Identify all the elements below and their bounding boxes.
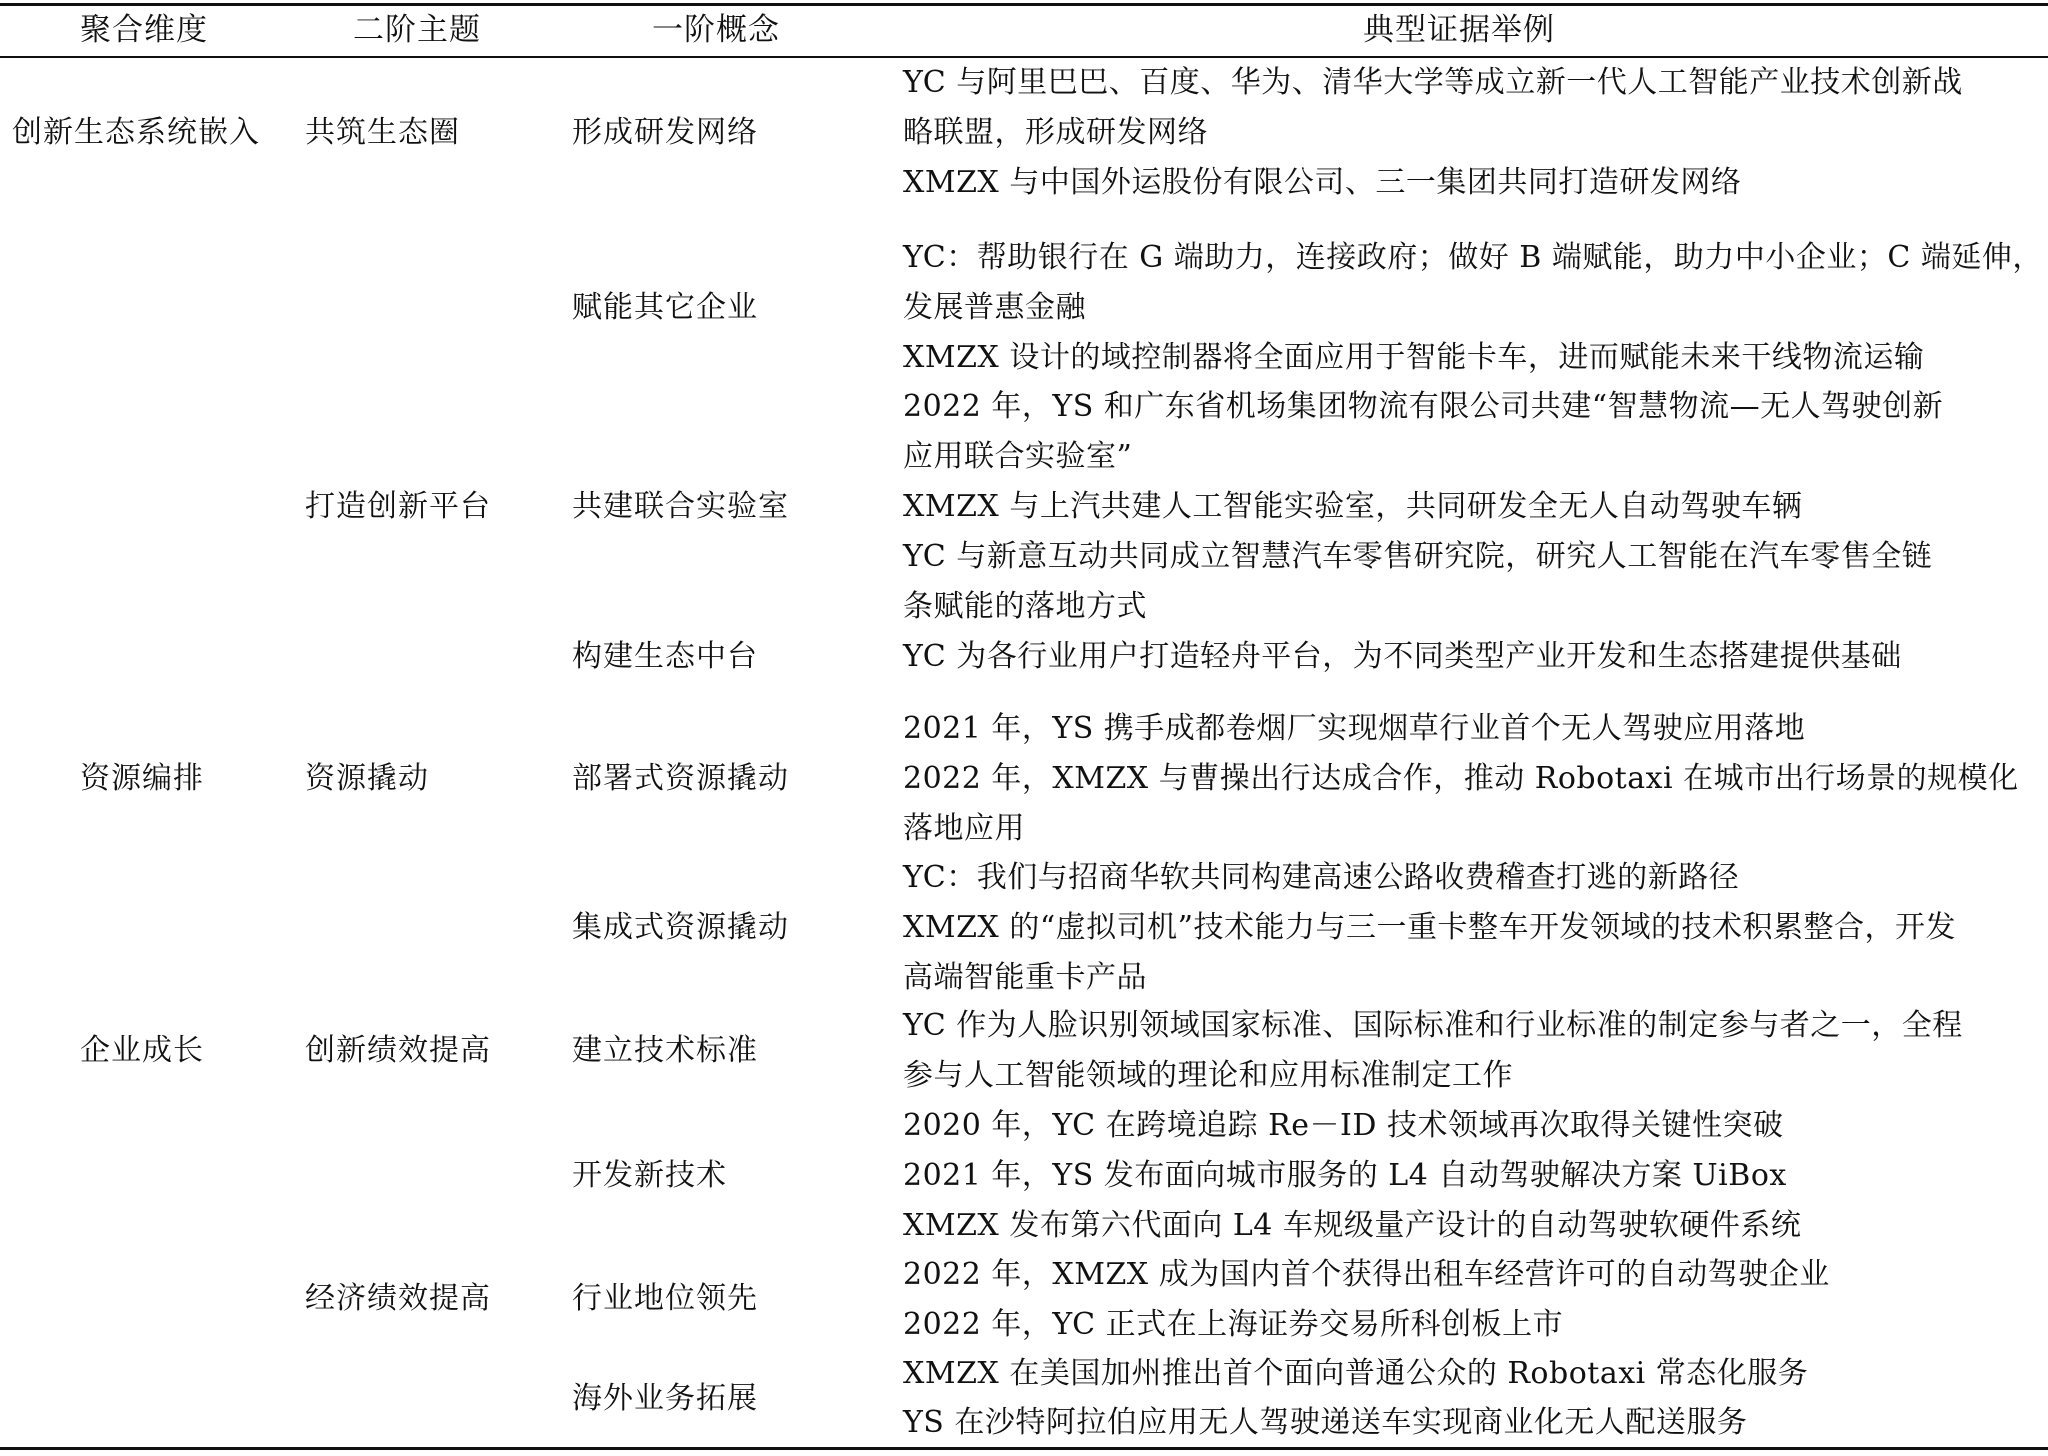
evidence-line: 2022 年，YC 正式在上海证券交易所科创板上市 bbox=[903, 1307, 1564, 1342]
concept-cell: 集成式资源撬动 bbox=[572, 910, 789, 945]
evidence-line: YC 为各行业用户打造轻舟平台，为不同类型产业开发和生态搭建提供基础 bbox=[903, 639, 1902, 674]
evidence-line: XMZX 发布第六代面向 L4 车规级量产设计的自动驾驶软硬件系统 bbox=[903, 1208, 1802, 1243]
evidence-line: 2022 年，XMZX 成为国内首个获得出租车经营许可的自动驾驶企业 bbox=[903, 1257, 1830, 1292]
dimension-cell: 创新生态系统嵌入 bbox=[12, 115, 260, 150]
evidence-line: YS 在沙特阿拉伯应用无人驾驶递送车实现商业化无人配送服务 bbox=[903, 1405, 1748, 1440]
evidence-line: 条赋能的落地方式 bbox=[903, 589, 1147, 624]
concept-cell: 形成研发网络 bbox=[572, 115, 758, 150]
evidence-line: YC 作为人脸识别领域国家标准、国际标准和行业标准的制定参与者之一，全程 bbox=[903, 1008, 1963, 1043]
concept-cell: 海外业务拓展 bbox=[572, 1381, 758, 1416]
theme-cell: 打造创新平台 bbox=[305, 489, 491, 524]
evidence-line: XMZX 在美国加州推出首个面向普通公众的 Robotaxi 常态化服务 bbox=[903, 1356, 1809, 1391]
evidence-line: YC：帮助银行在 G 端助力，连接政府；做好 B 端赋能，助力中小企业；C 端延伸， bbox=[903, 240, 2043, 275]
header-concept: 一阶概念 bbox=[652, 12, 780, 48]
concept-cell: 开发新技术 bbox=[572, 1158, 727, 1193]
header-evidence: 典型证据举例 bbox=[1363, 12, 1555, 48]
theme-cell: 经济绩效提高 bbox=[305, 1281, 491, 1316]
concept-cell: 建立技术标准 bbox=[572, 1033, 758, 1068]
evidence-line: XMZX 的“虚拟司机”技术能力与三一重卡整车开发领域的技术积累整合，开发 bbox=[903, 910, 1956, 945]
dimension-cell: 资源编排 bbox=[80, 761, 204, 796]
concept-cell: 行业地位领先 bbox=[572, 1281, 758, 1316]
evidence-line: 2022 年，YS 和广东省机场集团物流有限公司共建“智慧物流—无人驾驶创新 bbox=[903, 389, 1944, 424]
concept-cell: 构建生态中台 bbox=[572, 639, 758, 674]
evidence-line: 略联盟，形成研发网络 bbox=[903, 115, 1208, 150]
evidence-line: 应用联合实验室” bbox=[903, 439, 1133, 474]
evidence-line: 2022 年，XMZX 与曹操出行达成合作，推动 Robotaxi 在城市出行场景的规模化 bbox=[903, 761, 2019, 796]
evidence-line: YC：我们与招商华软共同构建高速公路收费稽查打逃的新路径 bbox=[903, 860, 1740, 895]
evidence-line: XMZX 与中国外运股份有限公司、三一集团共同打造研发网络 bbox=[903, 165, 1742, 200]
evidence-line: 2020 年，YC 在跨境追踪 Re－ID 技术领域再次取得关键性突破 bbox=[903, 1108, 1784, 1143]
header-rule bbox=[0, 56, 2048, 58]
concept-cell: 共建联合实验室 bbox=[572, 489, 789, 524]
evidence-line: 高端智能重卡产品 bbox=[903, 960, 1147, 995]
theme-cell: 资源撬动 bbox=[305, 761, 429, 796]
dimension-cell: 企业成长 bbox=[80, 1033, 204, 1068]
theme-cell: 共筑生态圈 bbox=[305, 115, 460, 150]
evidence-line: 落地应用 bbox=[903, 811, 1025, 846]
concept-cell: 部署式资源撬动 bbox=[572, 761, 789, 796]
evidence-line: 发展普惠金融 bbox=[903, 290, 1086, 325]
evidence-line: 参与人工智能领域的理论和应用标准制定工作 bbox=[903, 1058, 1513, 1093]
bottom-rule bbox=[0, 1447, 2048, 1450]
evidence-line: 2021 年，YS 发布面向城市服务的 L4 自动驾驶解决方案 UiBox bbox=[903, 1158, 1787, 1193]
evidence-line: XMZX 设计的域控制器将全面应用于智能卡车，进而赋能未来干线物流运输 bbox=[903, 340, 1925, 375]
top-rule bbox=[0, 3, 2048, 6]
evidence-line: 2021 年，YS 携手成都卷烟厂实现烟草行业首个无人驾驶应用落地 bbox=[903, 711, 1806, 746]
header-dimension: 聚合维度 bbox=[80, 12, 208, 48]
theme-cell: 创新绩效提高 bbox=[305, 1033, 491, 1068]
evidence-line: YC 与阿里巴巴、百度、华为、清华大学等成立新一代人工智能产业技术创新战 bbox=[903, 65, 1963, 100]
header-theme: 二阶主题 bbox=[353, 12, 481, 48]
concept-cell: 赋能其它企业 bbox=[572, 290, 758, 325]
evidence-line: YC 与新意互动共同成立智慧汽车零售研究院，研究人工智能在汽车零售全链 bbox=[903, 539, 1933, 574]
evidence-line: XMZX 与上汽共建人工智能实验室，共同研发全无人自动驾驶车辆 bbox=[903, 489, 1803, 524]
